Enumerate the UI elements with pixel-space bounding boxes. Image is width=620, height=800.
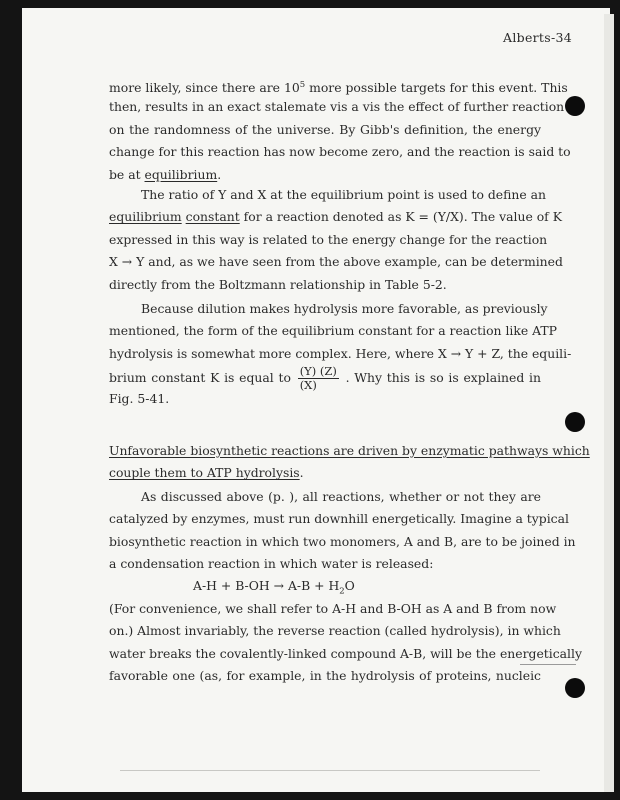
- text-line: water breaks the covalently-linked compound A-B, will be the energetically: [109, 645, 582, 661]
- punch-hole-middle: [565, 412, 585, 432]
- punch-hole-bottom: [565, 678, 585, 698]
- underlined-term: constant: [185, 209, 240, 225]
- text-line: expressed in this way is related to the energy change for the reaction: [109, 231, 548, 247]
- heading-line: couple them to ATP hydrolysis.: [109, 465, 304, 481]
- paragraph-1: [109, 74, 571, 186]
- text-line: biosynthetic reaction in which two monomers, A and B, are to be joined in: [109, 533, 576, 549]
- text-line: then, results in an exact stalemate vis a vis the effect of further reaction: [109, 99, 565, 115]
- text-line: X → Y and, as we have seen from the above example, can be determined: [109, 254, 563, 270]
- text-line: Fig. 5-41.: [109, 390, 170, 406]
- text-line: be at equilibrium.: [109, 166, 222, 182]
- punch-hole-top: [565, 96, 585, 116]
- text-line: on the randomness of the universe. By Gibb's definition, the energy: [109, 121, 541, 137]
- text-line: catalyzed by enzymes, must run downhill energetically. Imagine a typical: [109, 511, 569, 527]
- underlined-term: equilibrium: [144, 166, 218, 182]
- text-line: a condensation reaction in which water is released:: [109, 556, 434, 572]
- text-line: more likely, since there are $10^5$ more possible targets for this event. This: [109, 80, 568, 96]
- reaction-equation: $A-H + B-OH \to A-B + H_2O$: [193, 578, 355, 597]
- scan-mark: [520, 664, 576, 665]
- text-line: mentioned, the form of the equilibrium constant for a reaction like ATP: [109, 323, 558, 339]
- fraction-equilibrium-constant: $\frac{(Y) (Z)}{(X)}$: [299, 364, 337, 393]
- underlined-term: equilibrium: [109, 209, 182, 225]
- text-line: (For convenience, we shall refer to A-H and B-OH as A and B from now: [109, 601, 557, 616]
- text-line: The ratio of Y and X at the equilibrium point is used to define an: [141, 187, 547, 202]
- page-edge: [604, 14, 614, 792]
- paragraph-5: [109, 598, 582, 688]
- section-heading: [109, 440, 590, 485]
- page-header: Alberts-34: [503, 30, 572, 45]
- text-line: Because dilution makes hydrolysis more favorable, as previously: [141, 301, 548, 316]
- text-line: change for this reaction has now become zero, and the reaction is said to: [109, 144, 571, 160]
- text-line: As discussed above (p. ), all reactions, whether or not they are: [141, 489, 541, 504]
- text-line: directly from the Boltzmann relationship in Table 5-2.: [109, 276, 447, 292]
- text-line: brium constant K is equal to $\frac{(Y) (Z)}{(X)}$ . Why this is so is explained in: [109, 364, 541, 393]
- text-line: equilibrium constant for a reaction denoted as K = (Y/X). The value of K: [109, 209, 562, 225]
- text-line: hydrolysis is somewhat more complex. Here, where X → Y + Z, the equili-: [109, 345, 572, 361]
- paragraph-3: [109, 298, 572, 410]
- text-line: on.) Almost invariably, the reverse reaction (called hydrolysis), in which: [109, 623, 561, 639]
- paragraph-4: [109, 486, 576, 576]
- paragraph-2: [109, 184, 563, 296]
- scan-mark: [120, 770, 540, 771]
- heading-line: Unfavorable biosynthetic reactions are driven by enzymatic pathways which: [109, 443, 590, 458]
- text-line: favorable one (as, for example, in the hydrolysis of proteins, nucleic: [109, 668, 541, 684]
